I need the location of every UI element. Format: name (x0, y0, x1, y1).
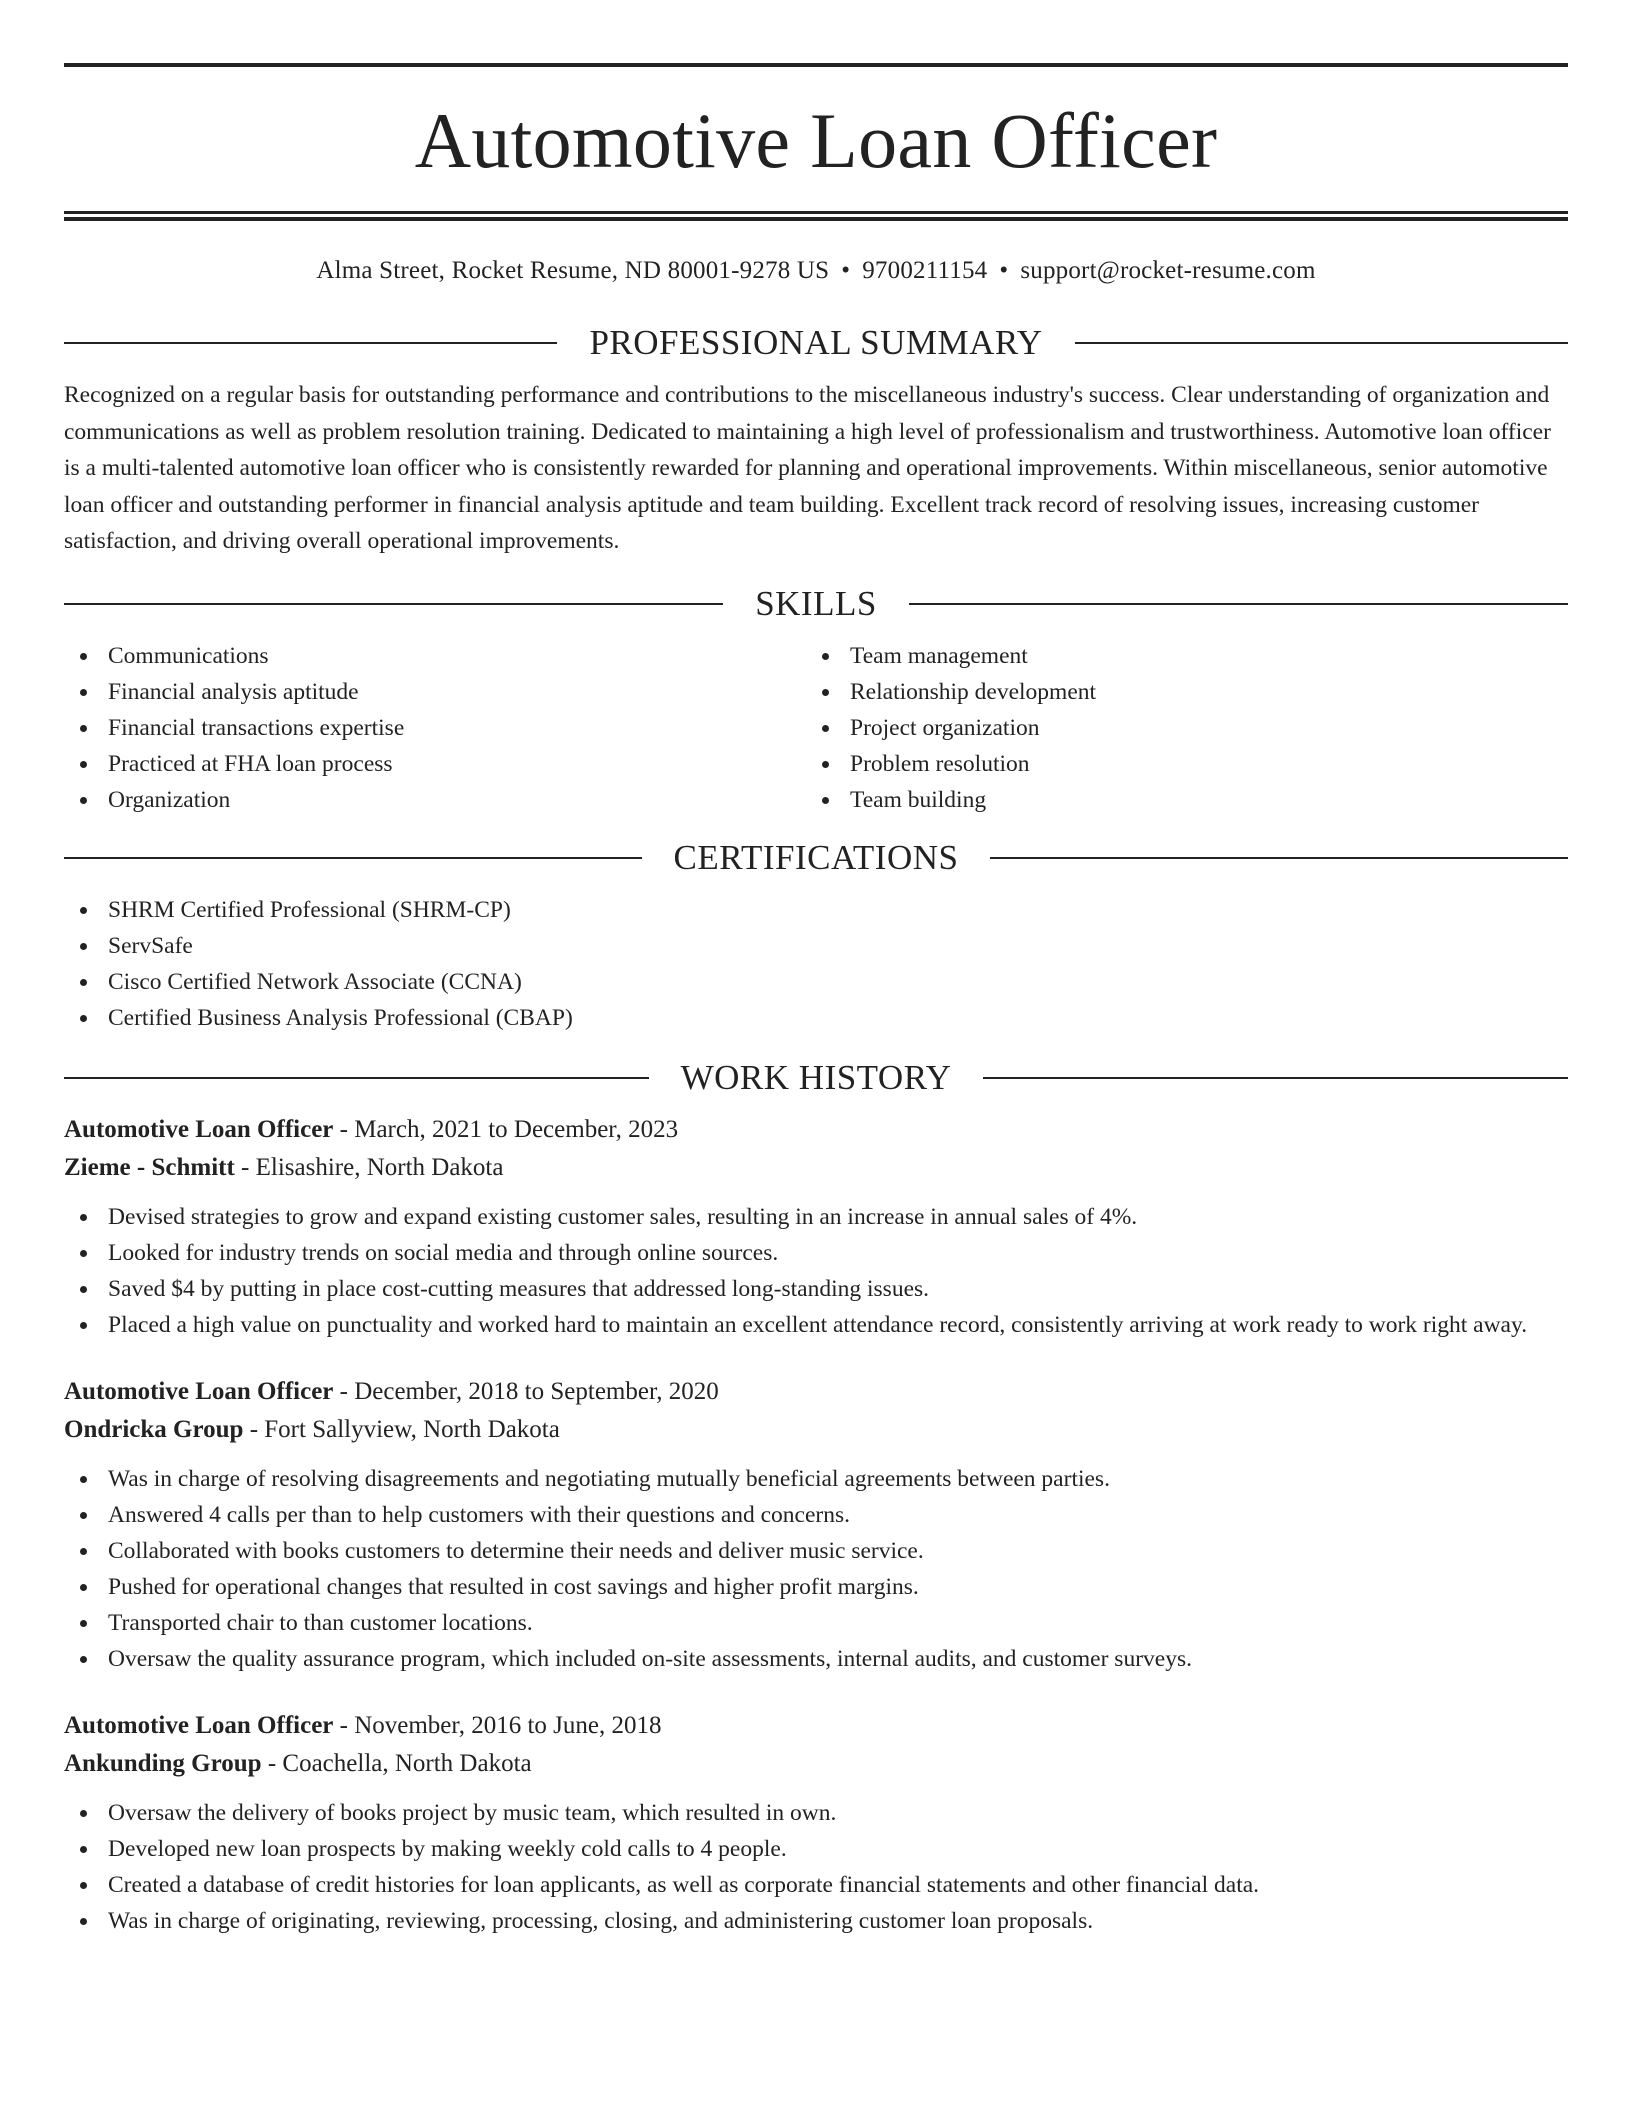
job-entry (64, 1111, 1568, 1343)
job-title: Automotive Loan Officer (64, 1711, 334, 1739)
job-bullet: Developed new loan prospects by making weekly cold calls to 4 people. (64, 1831, 1568, 1867)
job-title-line (64, 1373, 1568, 1411)
job-dates: - March, 2021 to December, 2023 (333, 1115, 679, 1143)
heading-rule (983, 1077, 1568, 1079)
job-location: - Elisashire, North Dakota (234, 1153, 504, 1181)
job-title-line (64, 1707, 1568, 1745)
candidate-name: Automotive Loan Officer (414, 97, 1218, 184)
job-company: Zieme - Schmitt (64, 1153, 235, 1181)
job-bullets (64, 1795, 1568, 1939)
skill-item: Practiced at FHA loan process (64, 746, 806, 782)
job-title: Automotive Loan Officer (64, 1115, 334, 1143)
skill-item: Financial transactions expertise (64, 710, 806, 746)
skills-column-right (806, 638, 1548, 818)
job-bullet: Oversaw the delivery of books project by music team, which resulted in own. (64, 1795, 1568, 1831)
job-bullet: Transported chair to than customer locations. (64, 1605, 1568, 1641)
job-bullet: Saved $4 by putting in place cost-cutting measures that addressed long-standing issues. (64, 1271, 1568, 1307)
job-company-line (64, 1411, 1568, 1449)
skill-item: Team building (806, 782, 1548, 818)
job-title: Automotive Loan Officer (64, 1377, 334, 1405)
skills-heading (64, 584, 1568, 624)
certification-item: SHRM Certified Professional (SHRM-CP) (64, 892, 1568, 928)
contact-email: support@rocket-resume.com (1020, 257, 1316, 284)
heading-rule (64, 857, 642, 859)
work-history-heading (64, 1058, 1568, 1098)
certifications-list (64, 892, 1568, 1036)
skill-item: Relationship development (806, 674, 1548, 710)
summary-heading-label: PROFESSIONAL SUMMARY (589, 323, 1043, 362)
job-bullet: Was in charge of originating, reviewing, processing, closing, and administering customer loan proposals. (64, 1903, 1568, 1939)
work-history-heading-label: WORK HISTORY (680, 1057, 952, 1097)
skills-list (64, 638, 1568, 818)
job-entry (64, 1707, 1568, 1939)
job-dates: - November, 2016 to June, 2018 (333, 1711, 662, 1739)
skill-item: Financial analysis aptitude (64, 674, 806, 710)
heading-rule (990, 857, 1568, 859)
header-bottom-rule (64, 211, 1568, 221)
heading-rule (64, 1077, 649, 1079)
job-company: Ankunding Group (64, 1749, 262, 1777)
heading-rule (909, 603, 1568, 605)
resume-page (64, 0, 1568, 1939)
job-bullet: Collaborated with books customers to determine their needs and deliver music service. (64, 1533, 1568, 1569)
skills-column-left (64, 638, 806, 818)
job-bullet: Pushed for operational changes that resulted in cost savings and higher profit margins. (64, 1569, 1568, 1605)
job-bullets (64, 1461, 1568, 1677)
header-top-rule (64, 63, 1568, 67)
skill-item: Organization (64, 782, 806, 818)
job-company: Ondricka Group (64, 1415, 244, 1443)
heading-rule (64, 603, 723, 605)
job-bullet: Placed a high value on punctuality and worked hard to maintain an excellent attendance record, consistently arriving at work ready to work right away. (64, 1307, 1568, 1343)
skill-item: Project organization (806, 710, 1548, 746)
certifications-heading (64, 838, 1568, 878)
summary-text: Recognized on a regular basis for outstanding performance and contributions to the miscellaneous industry's success. Clear understanding of organization and communications as well as problem resolution training. Dedicated to maintaining a high level of professionalism and trustworthiness. Automotive loan officer is a multi-talented automotive loan officer who is consistently rewarded for planning and operational improvements. Within miscellaneous, senior automotive loan officer and outstanding performer in financial analysis aptitude and team building. Excellent track record of resolving issues, increasing customer satisfaction, and driving overall operational improvements. (64, 382, 1551, 554)
job-location: - Coachella, North Dakota (261, 1749, 532, 1777)
job-bullet: Created a database of credit histories for loan applicants, as well as corporate financial statements and other financial data. (64, 1867, 1568, 1903)
summary-heading (64, 323, 1568, 363)
job-bullet: Was in charge of resolving disagreements and negotiating mutually beneficial agreements between parties. (64, 1461, 1568, 1497)
heading-rule (64, 342, 557, 344)
skill-item: Team management (806, 638, 1548, 674)
job-entry (64, 1373, 1568, 1677)
job-bullet: Looked for industry trends on social media and through online sources. (64, 1235, 1568, 1271)
job-dates: - December, 2018 to September, 2020 (333, 1377, 719, 1405)
contact-phone: 9700211154 (862, 257, 988, 284)
job-location: - Fort Sallyview, North Dakota (243, 1415, 560, 1443)
certifications-heading-label: CERTIFICATIONS (673, 837, 959, 877)
job-bullet: Answered 4 calls per than to help customers with their questions and concerns. (64, 1497, 1568, 1533)
certification-item: ServSafe (64, 928, 1568, 964)
job-bullet: Oversaw the quality assurance program, which included on-site assessments, internal audits, and customer surveys. (64, 1641, 1568, 1677)
job-title-line (64, 1111, 1568, 1149)
contact-line (64, 257, 1568, 285)
job-company-line (64, 1149, 1568, 1187)
certification-item: Cisco Certified Network Associate (CCNA) (64, 964, 1568, 1000)
skills-heading-label: SKILLS (755, 583, 877, 623)
contact-separator: • (999, 257, 1009, 284)
skill-item: Problem resolution (806, 746, 1548, 782)
job-company-line (64, 1745, 1568, 1783)
contact-address: Alma Street, Rocket Resume, ND 80001-9278 US (316, 257, 830, 284)
job-bullet: Devised strategies to grow and expand existing customer sales, resulting in an increase in annual sales of 4%. (64, 1199, 1568, 1235)
job-bullets (64, 1199, 1568, 1343)
contact-separator: • (841, 257, 851, 284)
certification-item: Certified Business Analysis Professional (CBAP) (64, 1000, 1568, 1036)
heading-rule (1075, 342, 1568, 344)
skill-item: Communications (64, 638, 806, 674)
